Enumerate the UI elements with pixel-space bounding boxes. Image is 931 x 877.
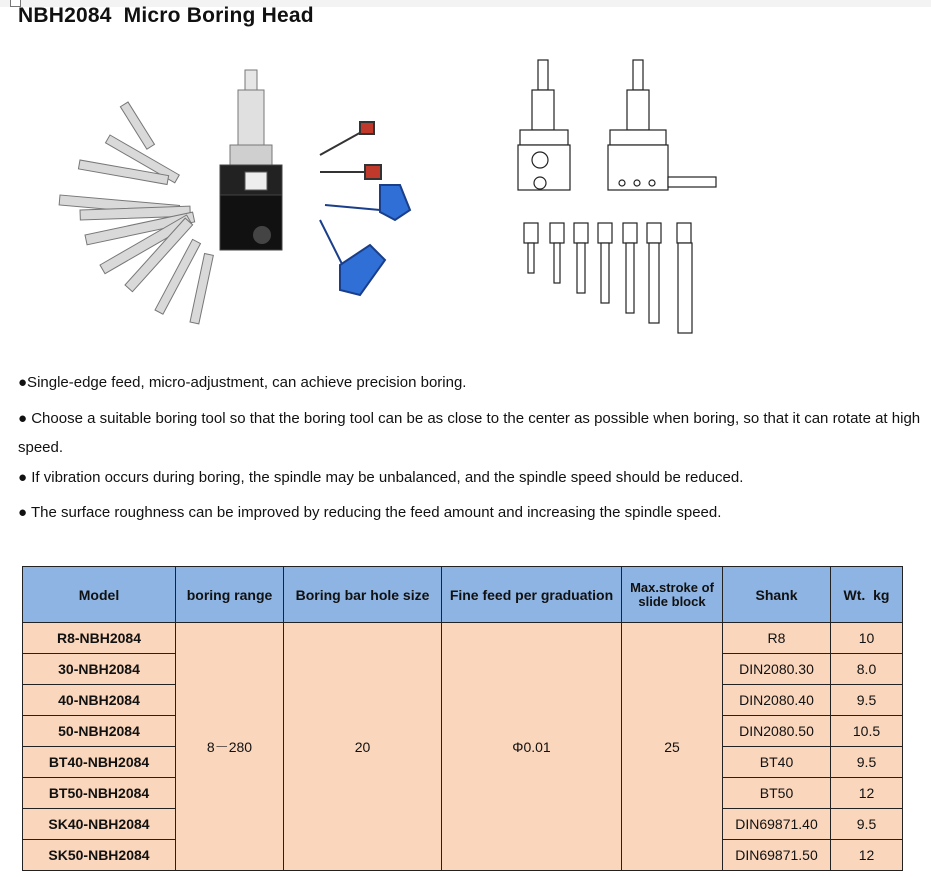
cell-fine-feed: Φ0.01 <box>442 623 622 871</box>
cell-weight: 8.0 <box>831 654 903 685</box>
cell-shank: DIN2080.40 <box>723 685 831 716</box>
cell-hole-size: 20 <box>284 623 442 871</box>
cell-shank: DIN2080.30 <box>723 654 831 685</box>
cell-model: BT40-NBH2084 <box>23 747 176 778</box>
feature-list <box>18 368 923 528</box>
cell-weight: 10.5 <box>831 716 903 747</box>
cell-max-stroke: 25 <box>622 623 723 871</box>
cell-weight: 9.5 <box>831 747 903 778</box>
cell-model: BT50-NBH2084 <box>23 778 176 809</box>
feature-item: ● The surface roughness can be improved by reducing the feed amount and increasing the spindle speed. <box>18 504 722 521</box>
cell-shank: DIN2080.50 <box>723 716 831 747</box>
cell-model: 40-NBH2084 <box>23 685 176 716</box>
feature-item: ● Choose a suitable boring tool so that the boring tool can be as close to the center as possible when boring, so that it can rotate at high speed. <box>18 409 921 456</box>
spec-table <box>22 566 903 871</box>
cell-model: R8-NBH2084 <box>23 623 176 654</box>
feature-item: ● If vibration occurs during boring, the spindle may be unbalanced, and the spindle speed should be reduced. <box>18 468 744 486</box>
cell-shank: DIN69871.40 <box>723 809 831 840</box>
cell-shank: DIN69871.50 <box>723 840 831 871</box>
cell-weight: 10 <box>831 623 903 654</box>
header-hole-size: Boring bar hole size <box>284 567 442 623</box>
header-weight: Wt. kg <box>831 567 903 623</box>
page-title: NBH2084 Micro Boring Head <box>18 4 314 27</box>
cell-shank: BT40 <box>723 747 831 778</box>
cell-weight: 12 <box>831 840 903 871</box>
feature-item: ●Single-edge feed, micro-adjustment, can achieve precision boring. <box>18 374 467 391</box>
cell-weight: 9.5 <box>831 809 903 840</box>
header-shank: Shank <box>723 567 831 623</box>
cell-shank: R8 <box>723 623 831 654</box>
cell-boring-range: 8－280 <box>176 623 284 871</box>
table-header-row <box>23 567 903 623</box>
table-row <box>23 623 903 654</box>
cell-weight: 9.5 <box>831 685 903 716</box>
technical-drawing <box>510 55 730 345</box>
cell-model: SK50-NBH2084 <box>23 840 176 871</box>
header-boring-range: boring range <box>176 567 284 623</box>
header-fine-feed: Fine feed per graduation <box>442 567 622 623</box>
cell-shank: BT50 <box>723 778 831 809</box>
header-model: Model <box>23 567 176 623</box>
product-photo <box>40 60 430 340</box>
header-max-stroke: Max.stroke of slide block <box>622 567 723 623</box>
cell-model: 30-NBH2084 <box>23 654 176 685</box>
cell-model: SK40-NBH2084 <box>23 809 176 840</box>
cell-model: 50-NBH2084 <box>23 716 176 747</box>
cell-weight: 12 <box>831 778 903 809</box>
